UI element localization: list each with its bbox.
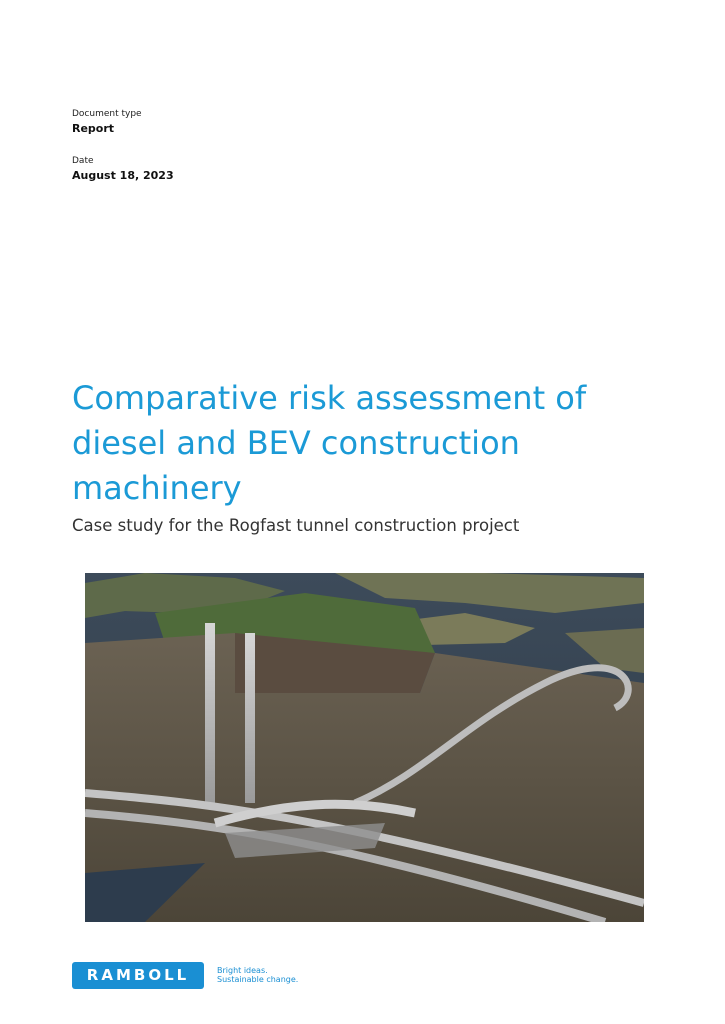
date-value: August 18, 2023 (72, 169, 174, 182)
subtitle: Case study for the Rogfast tunnel construction project (72, 516, 520, 535)
brand-tagline (217, 966, 298, 984)
ramboll-logo (72, 962, 204, 989)
brand-name: RAMBOLL (86, 966, 190, 984)
document-type-label: Document type (72, 109, 142, 119)
title-line: diesel and BEV construction (72, 424, 520, 462)
date-label: Date (72, 156, 94, 166)
title-line: Comparative risk assessment of (72, 379, 587, 417)
page-title (72, 376, 672, 511)
document-type-value: Report (72, 122, 115, 135)
title-line: machinery (72, 469, 242, 507)
cover-image (85, 573, 644, 922)
tagline-line: Bright ideas. (217, 966, 268, 975)
tagline-line: Sustainable change. (217, 975, 299, 984)
